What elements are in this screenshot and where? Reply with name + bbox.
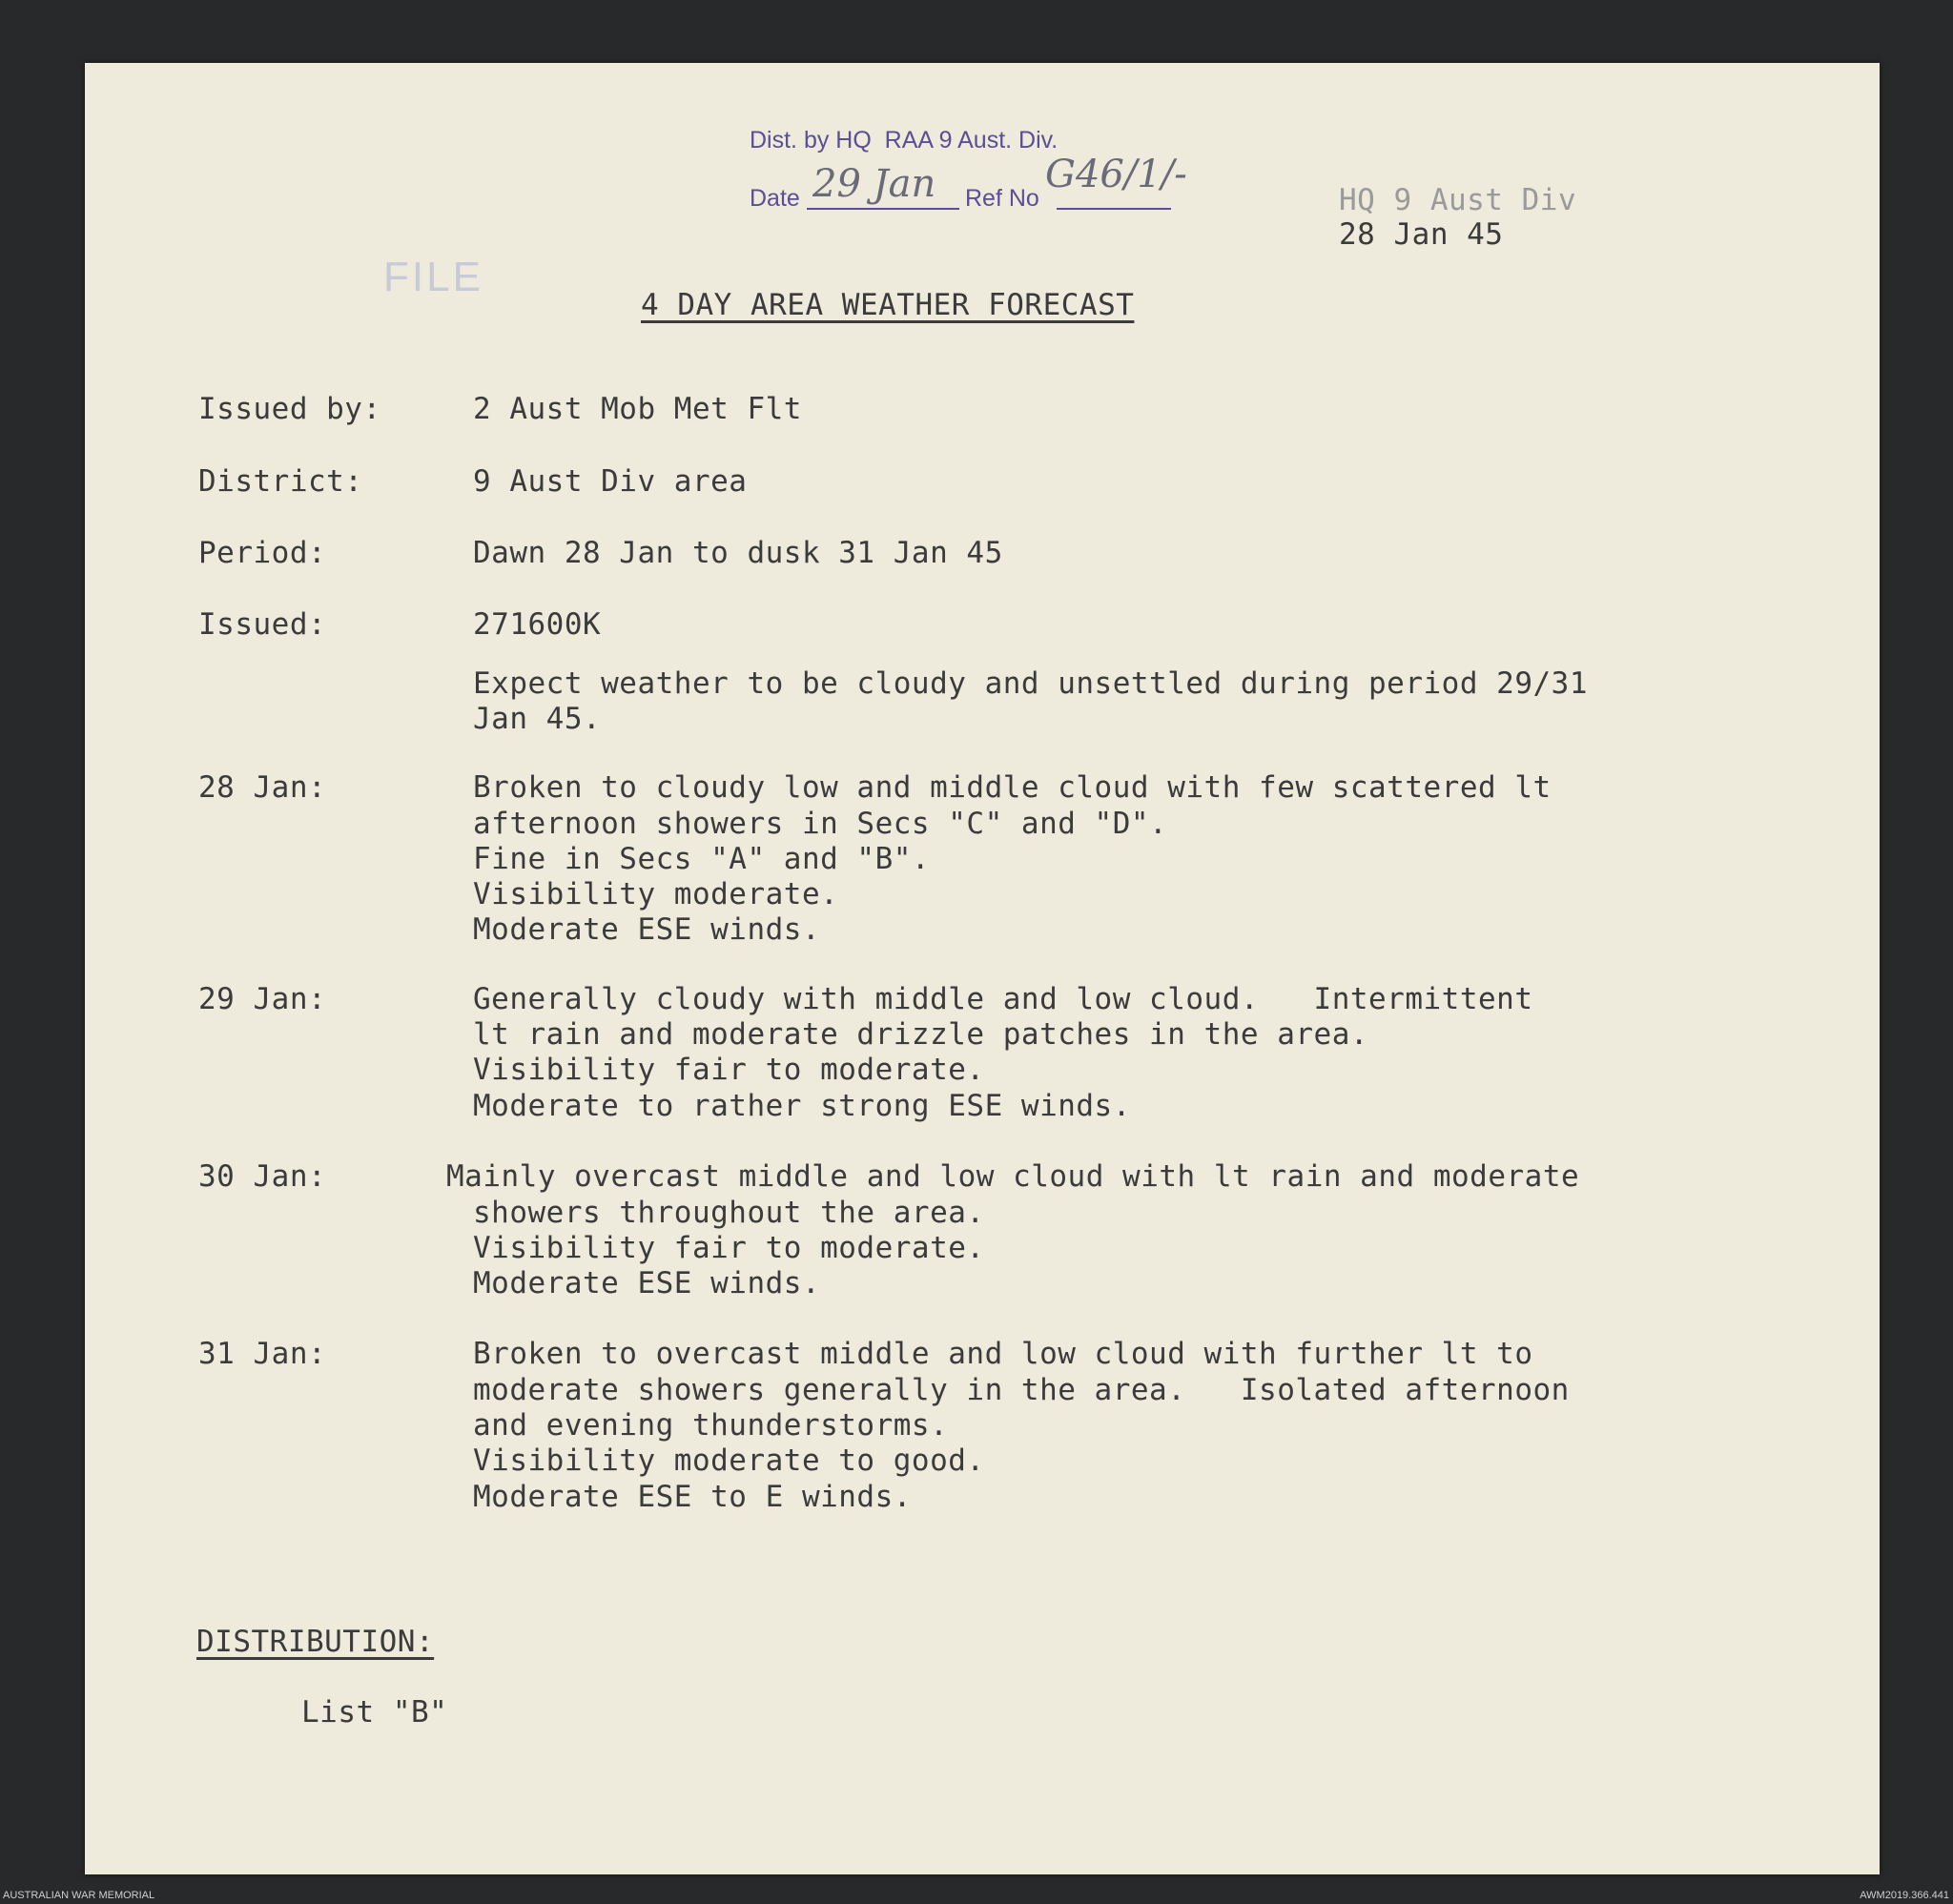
day-label: 30 Jan: [198,1159,327,1194]
day-line: Broken to cloudy low and middle cloud with few scattered lt [473,770,1552,805]
day-line: Moderate to rather strong ESE winds. [473,1089,1131,1123]
field-label: District: [198,464,363,499]
day-line: moderate showers generally in the area. Isolated afternoon [473,1373,1570,1407]
intro-line: Expect weather to be cloudy and unsettled during period 29/31 [473,666,1588,701]
day-line: showers throughout the area. [473,1196,985,1230]
field-value: 2 Aust Mob Met Flt [473,392,802,426]
day-line: lt rain and moderate drizzle patches in the area. [473,1017,1369,1052]
day-line: Fine in Secs "A" and "B". [473,842,931,876]
day-line: Mainly overcast middle and low cloud with lt rain and moderate [446,1159,1580,1194]
distribution-value: List "B" [301,1695,448,1730]
day-line: afternoon showers in Secs "C" and "D". [473,807,1168,841]
day-line: Moderate ESE winds. [473,1266,821,1300]
distribution-heading: DISTRIBUTION: [196,1625,435,1659]
day-label: 28 Jan: [198,770,327,805]
file-mark: FILE [383,254,483,300]
stamp-date-label: Date [750,185,800,212]
day-label: 31 Jan: [198,1337,327,1371]
field-value: Dawn 28 Jan to dusk 31 Jan 45 [473,536,1003,570]
field-label: Period: [198,536,327,570]
day-line: and evening thunderstorms. [473,1408,949,1443]
day-line: Moderate ESE to E winds. [473,1480,912,1514]
day-label: 29 Jan: [198,982,327,1016]
field-value: 271600K [473,607,602,642]
field-value: 9 Aust Div area [473,464,748,499]
stamp-date-handwriting: 29 Jan [812,162,936,206]
stamp-ref-label: Ref No [965,185,1039,212]
stamp-ref-handwriting: G46/1/- [1045,153,1187,196]
day-line: Broken to overcast middle and low cloud with further lt to [473,1337,1533,1371]
field-label: Issued: [198,607,327,642]
distribution-stamp-line: Dist. by HQ RAA 9 Aust. Div. [750,127,1059,154]
document-page [85,63,1880,1874]
page-title: 4 DAY AREA WEATHER FORECAST [641,288,1135,322]
day-line: Visibility moderate to good. [473,1443,985,1478]
day-line: Generally cloudy with middle and low cloud. Intermittent [473,982,1533,1016]
header-date: 28 Jan 45 [1339,217,1504,252]
footer-right: AWM2019.366.441 [1860,1890,1949,1901]
day-line: Moderate ESE winds. [473,912,821,947]
header-hq: HQ 9 Aust Div [1339,183,1577,217]
field-label: Issued by: [198,392,381,426]
stamp-date-underline [807,208,959,210]
footer-left: AUSTRALIAN WAR MEMORIAL [3,1890,155,1901]
day-line: Visibility fair to moderate. [473,1053,985,1087]
day-line: Visibility fair to moderate. [473,1231,985,1265]
stamp-ref-underline [1057,208,1171,210]
day-line: Visibility moderate. [473,877,839,911]
intro-line: Jan 45. [473,702,602,736]
